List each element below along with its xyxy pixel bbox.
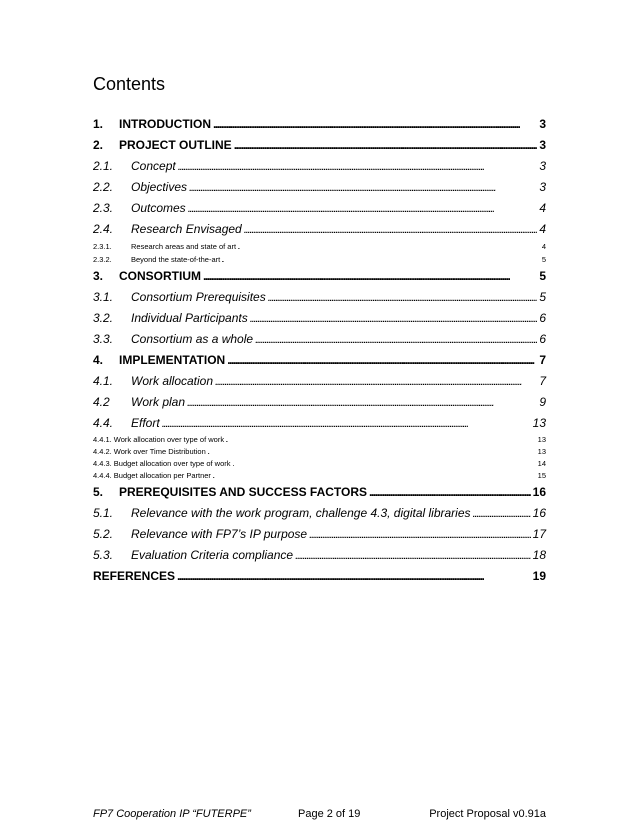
- toc-label: Consortium Prerequisites: [131, 290, 266, 304]
- toc-entry-effort[interactable]: [93, 413, 546, 434]
- toc-label: Beyond the state-of-the-art: [131, 255, 221, 264]
- toc-number: 5.3.: [93, 548, 114, 562]
- table-of-contents: [93, 114, 546, 587]
- toc-leader: [234, 135, 538, 156]
- toc-number: 3.: [93, 269, 104, 283]
- toc-number: 3.2.: [93, 311, 114, 325]
- toc-leader: [213, 470, 536, 482]
- toc-page: 3: [539, 159, 546, 173]
- footer-page-number: Page 2 of 19: [298, 808, 361, 820]
- toc-page: 17: [532, 527, 546, 541]
- toc-leader: [226, 434, 536, 446]
- toc-page: 19: [532, 569, 546, 583]
- toc-page: 5: [541, 255, 546, 264]
- toc-entry-work-allocation-type[interactable]: [93, 434, 546, 446]
- toc-leader: [233, 458, 536, 470]
- toc-label: Concept: [131, 159, 176, 173]
- toc-leader: [213, 114, 537, 135]
- toc-number: 2.4.: [93, 222, 114, 236]
- toc-label: IMPLEMENTATION: [119, 353, 226, 367]
- toc-number: 4.: [93, 353, 104, 367]
- toc-number: 4.4.3.: [93, 459, 112, 468]
- toc-number: 1.: [93, 117, 104, 131]
- toc-page: 5: [539, 269, 546, 283]
- toc-entry-consortium-as-whole[interactable]: [93, 329, 546, 350]
- toc-entry-budget-allocation-partner[interactable]: [93, 470, 546, 482]
- toc-page: 4: [541, 242, 546, 251]
- toc-label: Work allocation: [131, 374, 214, 388]
- toc-entry-research-areas[interactable]: [93, 240, 546, 253]
- toc-label: Relevance with FP7’s IP purpose: [131, 527, 308, 541]
- toc-page: 6: [539, 311, 546, 325]
- toc-leader: [250, 308, 538, 329]
- toc-label: Evaluation Criteria compliance: [131, 548, 294, 562]
- toc-label: INTRODUCTION: [119, 117, 211, 131]
- toc-leader: [187, 392, 537, 413]
- toc-number: 2.: [93, 138, 104, 152]
- toc-number: 4.4.2.: [93, 447, 112, 456]
- toc-label: Work allocation over type of work: [113, 435, 225, 444]
- toc-page: 7: [539, 374, 546, 388]
- toc-leader: [238, 240, 540, 253]
- toc-entry-relevance-fp7[interactable]: [93, 524, 546, 545]
- toc-page: 3: [539, 117, 546, 131]
- toc-page: 5: [539, 290, 546, 304]
- toc-number: 4.2: [93, 395, 110, 409]
- toc-leader: [255, 329, 537, 350]
- toc-entry-evaluation-criteria[interactable]: [93, 545, 546, 566]
- toc-number: 5.1.: [93, 506, 114, 520]
- toc-entry-references[interactable]: [93, 566, 546, 587]
- toc-label: Research areas and state of art: [131, 242, 237, 251]
- toc-leader: [244, 219, 538, 240]
- toc-page: 13: [537, 447, 546, 456]
- toc-leader: [369, 482, 531, 503]
- toc-label: PROJECT OUTLINE: [119, 138, 232, 152]
- toc-entry-work-allocation[interactable]: [93, 371, 546, 392]
- toc-number: 2.2.: [93, 180, 114, 194]
- toc-entry-project-outline[interactable]: [93, 135, 546, 156]
- toc-leader: [178, 156, 538, 177]
- footer-project-name: FP7 Cooperation IP “FUTERPE”: [93, 808, 251, 820]
- toc-number: 2.3.1.: [93, 242, 112, 251]
- toc-page: 18: [532, 548, 546, 562]
- toc-entry-implementation[interactable]: [93, 350, 546, 371]
- toc-number: 4.4.: [93, 416, 114, 430]
- toc-page: 3: [539, 138, 546, 152]
- toc-label: Outcomes: [131, 201, 186, 215]
- toc-label: Research Envisaged: [131, 222, 242, 236]
- toc-entry-introduction[interactable]: [93, 114, 546, 135]
- toc-number: 4.4.4.: [93, 471, 112, 480]
- toc-entry-consortium-prerequisites[interactable]: [93, 287, 546, 308]
- toc-page: 13: [537, 435, 546, 444]
- toc-entry-objectives[interactable]: [93, 177, 546, 198]
- toc-label: PREREQUISITES AND SUCCESS FACTORS: [119, 485, 368, 499]
- toc-number: 5.2.: [93, 527, 114, 541]
- toc-page: 13: [532, 416, 546, 430]
- toc-label: Objectives: [131, 180, 188, 194]
- toc-number: 2.1.: [93, 159, 114, 173]
- toc-number: 4.1.: [93, 374, 114, 388]
- page-title: Contents: [93, 74, 166, 94]
- toc-page: 7: [539, 353, 546, 367]
- toc-page: 16: [532, 506, 546, 520]
- toc-page: 15: [537, 471, 546, 480]
- toc-number: 3.1.: [93, 290, 114, 304]
- page-footer: [93, 806, 546, 826]
- toc-entry-research-envisaged[interactable]: [93, 219, 546, 240]
- toc-leader: [162, 413, 531, 434]
- toc-leader: [177, 566, 531, 587]
- toc-number: 4.4.1.: [93, 435, 112, 444]
- toc-entry-budget-allocation-type[interactable]: [93, 458, 546, 470]
- toc-label: Budget allocation per Partner: [113, 471, 211, 480]
- toc-page: 4: [539, 222, 546, 236]
- toc-entry-individual-participants[interactable]: [93, 308, 546, 329]
- toc-leader: [309, 524, 531, 545]
- toc-number: 3.3.: [93, 332, 114, 346]
- toc-label: REFERENCES: [93, 569, 176, 583]
- toc-label: Work plan: [131, 395, 186, 409]
- toc-label: Work over Time Distribution: [113, 447, 206, 456]
- toc-leader: [189, 177, 537, 198]
- toc-label: Effort: [131, 416, 160, 430]
- toc-leader: [295, 545, 531, 566]
- toc-entry-outcomes[interactable]: [93, 198, 546, 219]
- toc-leader: [222, 253, 540, 266]
- toc-page: 6: [539, 332, 546, 346]
- toc-entry-consortium[interactable]: [93, 266, 546, 287]
- toc-entry-prerequisites-success[interactable]: [93, 482, 546, 503]
- footer-version: Project Proposal v0.91a: [429, 808, 546, 820]
- toc-label: Individual Participants: [131, 311, 248, 325]
- toc-label: CONSORTIUM: [119, 269, 201, 283]
- toc-entry-work-plan[interactable]: [93, 392, 546, 413]
- toc-number: 5.: [93, 485, 104, 499]
- toc-page: 9: [539, 395, 546, 409]
- toc-page: 14: [537, 459, 546, 468]
- toc-page: 16: [532, 485, 546, 499]
- toc-label: Budget allocation over type of work: [113, 459, 231, 468]
- toc-leader: [208, 446, 536, 458]
- toc-label: Relevance with the work program, challenge 4.3, digital libraries: [131, 506, 471, 520]
- toc-leader: [215, 371, 537, 392]
- toc-label: Consortium as a whole: [131, 332, 254, 346]
- toc-entry-work-time-distribution[interactable]: [93, 446, 546, 458]
- toc-leader: [227, 350, 537, 371]
- toc-leader: [203, 266, 537, 287]
- toc-entry-beyond-state-of-art[interactable]: [93, 253, 546, 266]
- toc-entry-concept[interactable]: [93, 156, 546, 177]
- toc-leader: [188, 198, 538, 219]
- toc-leader: [473, 503, 531, 524]
- toc-leader: [268, 287, 538, 308]
- toc-number: 2.3.: [93, 201, 114, 215]
- toc-page: 3: [539, 180, 546, 194]
- toc-number: 2.3.2.: [93, 255, 112, 264]
- toc-entry-relevance-work-program[interactable]: [93, 503, 546, 524]
- toc-page: 4: [539, 201, 546, 215]
